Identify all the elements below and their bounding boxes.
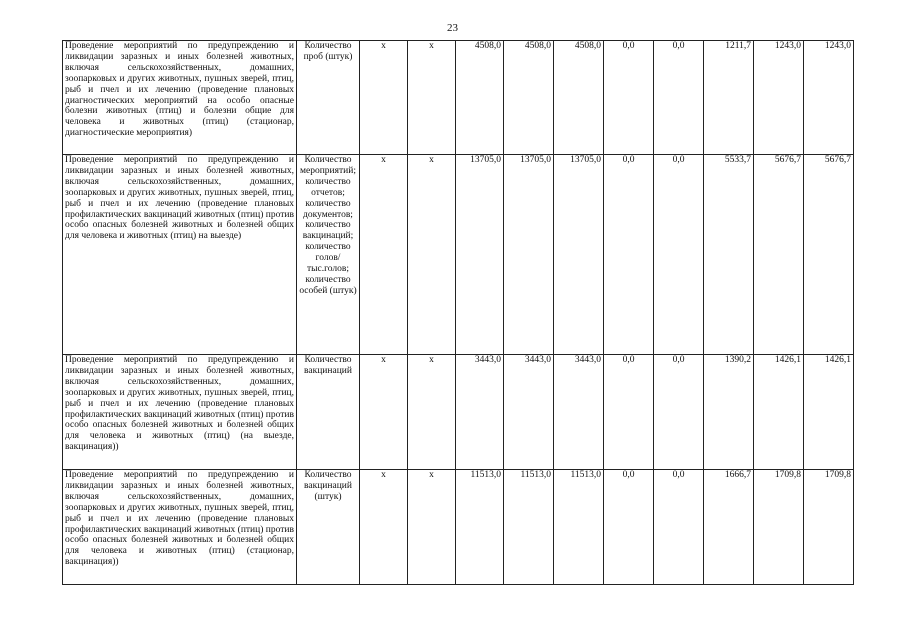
activity-description: Проведение мероприятий по предупреждению и ликвидации заразных и иных болезней животных, включая сельскохозяйственных, домашних, зоопарковых и других животных, пушных зверей, птиц, рыб и пчел и их лечению (проведение плановых профилактических вакцинаций животных (птиц) против особо опасных болезней животных и болезней общих для человека и животных (птиц) (стационар, вакцинация)) <box>63 470 297 585</box>
value-cell: 1426,1 <box>754 355 804 470</box>
table-row <box>63 155 854 355</box>
value-cell: 0,0 <box>654 470 704 585</box>
value-cell: 0,0 <box>654 155 704 355</box>
unit-of-measure: Количество вакцинаций <box>297 355 360 470</box>
value-cell: x <box>360 41 408 155</box>
table-row <box>63 355 854 470</box>
value-cell: 11513,0 <box>504 470 554 585</box>
value-cell: 5676,7 <box>804 155 854 355</box>
value-cell: 1390,2 <box>704 355 754 470</box>
value-cell: 4508,0 <box>504 41 554 155</box>
value-cell: 0,0 <box>604 155 654 355</box>
report-table <box>62 40 854 585</box>
value-cell: 3443,0 <box>554 355 604 470</box>
value-cell: 1709,8 <box>754 470 804 585</box>
table-row <box>63 41 854 155</box>
value-cell: 11513,0 <box>456 470 504 585</box>
activity-description: Проведение мероприятий по предупреждению и ликвидации заразных и иных болезней животных, включая сельскохозяйственных, домашних, зоопарковых и других животных, пушных зверей, птиц, рыб и пчел и их лечению (проведение плановых профилактических вакцинаций животных (птиц) против особо опасных болезней животных и болезней общих для человека и животных (птиц) (на выезде, вакцинация)) <box>63 355 297 470</box>
value-cell: 0,0 <box>604 470 654 585</box>
value-cell: 1211,7 <box>704 41 754 155</box>
value-cell: 1709,8 <box>804 470 854 585</box>
page-number: 23 <box>447 22 458 34</box>
value-cell: x <box>408 41 456 155</box>
value-cell: 13705,0 <box>554 155 604 355</box>
value-cell: 0,0 <box>604 41 654 155</box>
value-cell: 5533,7 <box>704 155 754 355</box>
value-cell: 1666,7 <box>704 470 754 585</box>
value-cell: x <box>360 470 408 585</box>
value-cell: 1243,0 <box>754 41 804 155</box>
value-cell: 11513,0 <box>554 470 604 585</box>
value-cell: 1426,1 <box>804 355 854 470</box>
value-cell: x <box>360 155 408 355</box>
value-cell: x <box>408 470 456 585</box>
value-cell: 0,0 <box>654 41 704 155</box>
value-cell: x <box>360 355 408 470</box>
value-cell: 5676,7 <box>754 155 804 355</box>
value-cell: 13705,0 <box>504 155 554 355</box>
value-cell: 3443,0 <box>504 355 554 470</box>
unit-of-measure: Количество вакцинаций (штук) <box>297 470 360 585</box>
value-cell: 4508,0 <box>456 41 504 155</box>
value-cell: 0,0 <box>604 355 654 470</box>
activity-description: Проведение мероприятий по предупреждению и ликвидации заразных и иных болезней животных, включая сельскохозяйственных, домашних, зоопарковых и других животных, пушных зверей, птиц, рыб и пчел и их лечению (проведение плановых профилактических вакцинаций животных (птиц) против особо опасных болезней животных и болезней общих для человека и животных (птиц) на выезде) <box>63 155 297 355</box>
unit-of-measure: Количество проб (штук) <box>297 41 360 155</box>
value-cell: 0,0 <box>654 355 704 470</box>
unit-of-measure: Количество мероприятий; количество отчетов; количество документов; количество вакцинаций; количество голов/тыс.голов; количество особей (штук) <box>297 155 360 355</box>
value-cell: 3443,0 <box>456 355 504 470</box>
value-cell: x <box>408 355 456 470</box>
table-row <box>63 470 854 585</box>
activity-description: Проведение мероприятий по предупреждению и ликвидации заразных и иных болезней животных, включая сельскохозяйственных, домашних, зоопарковых и других животных, пушных зверей, птиц, рыб и пчел и их лечению (проведение плановых диагностических мероприятий на особо опасные болезни животных (птиц) и болезни общие для человека и животных (птиц) (стационар, диагностические мероприятия) <box>63 41 297 155</box>
value-cell: x <box>408 155 456 355</box>
value-cell: 13705,0 <box>456 155 504 355</box>
value-cell: 4508,0 <box>554 41 604 155</box>
value-cell: 1243,0 <box>804 41 854 155</box>
